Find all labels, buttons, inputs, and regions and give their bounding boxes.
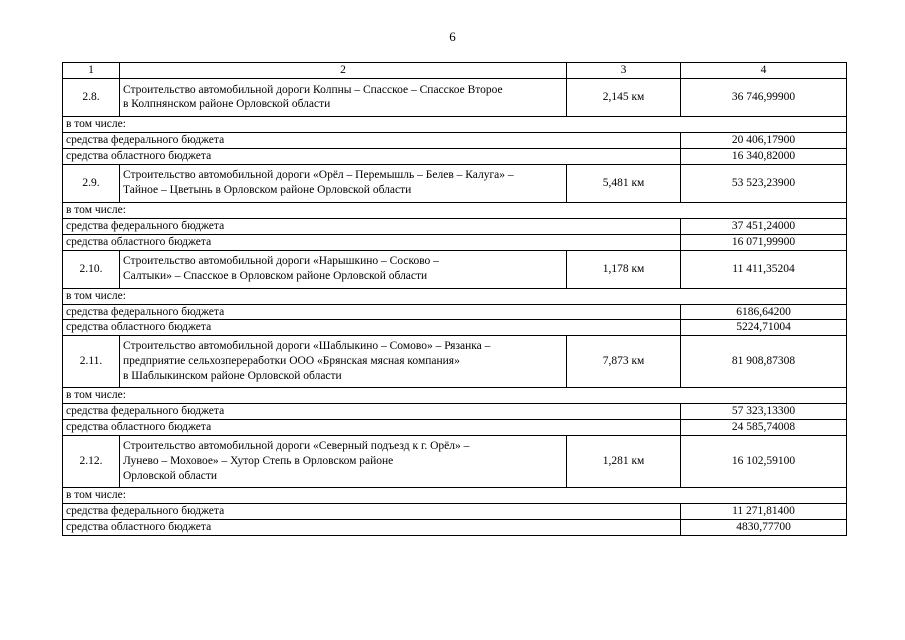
fund-label: средства федерального бюджета xyxy=(63,132,681,148)
fund-label: средства федерального бюджета xyxy=(63,304,681,320)
fund-row xyxy=(63,520,847,536)
description-line: Строительство автомобильной дороги «Шаблыкино – Сомово» – Рязанка – xyxy=(123,340,491,353)
description-line: Орловской области xyxy=(123,470,218,483)
fund-label: средства областного бюджета xyxy=(63,420,681,436)
page-number: 6 xyxy=(449,29,456,44)
fund-label: средства областного бюджета xyxy=(63,234,681,250)
note-row xyxy=(63,202,847,218)
fund-amount: 16 071,99900 xyxy=(681,234,847,250)
item-amount: 36 746,99900 xyxy=(681,78,847,116)
fund-label: средства областного бюджета xyxy=(63,148,681,164)
description-line: Салтыки» – Спасское в Орловском районе Орловской области xyxy=(123,270,428,283)
item-number: 2.9. xyxy=(63,164,120,202)
item-row xyxy=(63,164,847,202)
fund-row xyxy=(63,234,847,250)
description-line: в Шаблыкинском районе Орловской области xyxy=(123,370,342,383)
item-amount: 11 411,35204 xyxy=(681,250,847,288)
fund-label: средства федерального бюджета xyxy=(63,504,681,520)
fund-amount: 37 451,24000 xyxy=(681,218,847,234)
note-text: в том числе: xyxy=(63,288,847,304)
fund-label: средства областного бюджета xyxy=(63,520,681,536)
fund-label: средства федерального бюджета xyxy=(63,404,681,420)
fund-row xyxy=(63,304,847,320)
note-row xyxy=(63,488,847,504)
description-line: Строительство автомобильной дороги «Орёл – Перемышль – Белев – Калуга» – xyxy=(123,169,514,182)
item-number: 2.11. xyxy=(63,336,120,388)
fund-row xyxy=(63,148,847,164)
fund-row xyxy=(63,420,847,436)
fund-amount: 5224,71004 xyxy=(681,320,847,336)
budget-table-body xyxy=(63,63,847,536)
description-line: Строительство автомобильной дороги «Северный подъезд к г. Орёл» – xyxy=(123,440,470,453)
fund-amount: 11 271,81400 xyxy=(681,504,847,520)
fund-row xyxy=(63,404,847,420)
item-row xyxy=(63,250,847,288)
item-description xyxy=(120,250,567,288)
fund-row xyxy=(63,218,847,234)
note-text: в том числе: xyxy=(63,202,847,218)
item-description xyxy=(120,436,567,488)
description-line: Тайное – Цветынь в Орловском районе Орловской области xyxy=(123,184,412,197)
item-length: 5,481 км xyxy=(567,164,681,202)
header-cell: 1 xyxy=(63,63,120,79)
fund-amount: 20 406,17900 xyxy=(681,132,847,148)
description-line: Лунево – Моховое» – Хутор Степь в Орловском районе xyxy=(123,455,394,468)
header-cell: 4 xyxy=(681,63,847,79)
item-description xyxy=(120,164,567,202)
item-row xyxy=(63,436,847,488)
fund-row xyxy=(63,504,847,520)
item-number: 2.10. xyxy=(63,250,120,288)
item-length: 2,145 км xyxy=(567,78,681,116)
description-line: предприятие сельхозпереработки ООО «Брянская мясная компания» xyxy=(123,355,460,368)
item-length: 1,281 км xyxy=(567,436,681,488)
fund-label: средства областного бюджета xyxy=(63,320,681,336)
note-row xyxy=(63,116,847,132)
fund-amount: 57 323,13300 xyxy=(681,404,847,420)
item-amount: 16 102,59100 xyxy=(681,436,847,488)
header-cell: 3 xyxy=(567,63,681,79)
fund-label: средства федерального бюджета xyxy=(63,218,681,234)
note-text: в том числе: xyxy=(63,388,847,404)
header-row xyxy=(63,63,847,79)
fund-amount: 4830,77700 xyxy=(681,520,847,536)
description-line: Строительство автомобильной дороги Колпны – Спасское – Спасское Второе xyxy=(123,83,503,96)
fund-row xyxy=(63,320,847,336)
item-number: 2.12. xyxy=(63,436,120,488)
fund-amount: 6186,64200 xyxy=(681,304,847,320)
budget-table xyxy=(62,62,847,536)
note-text: в том числе: xyxy=(63,488,847,504)
item-length: 7,873 км xyxy=(567,336,681,388)
item-amount: 53 523,23900 xyxy=(681,164,847,202)
fund-row xyxy=(63,132,847,148)
item-number: 2.8. xyxy=(63,78,120,116)
item-description xyxy=(120,78,567,116)
item-row xyxy=(63,78,847,116)
item-description xyxy=(120,336,567,388)
note-text: в том числе: xyxy=(63,116,847,132)
item-amount: 81 908,87308 xyxy=(681,336,847,388)
fund-amount: 16 340,82000 xyxy=(681,148,847,164)
item-length: 1,178 км xyxy=(567,250,681,288)
description-line: Строительство автомобильной дороги «Нарышкино – Сосково – xyxy=(123,255,439,268)
fund-amount: 24 585,74008 xyxy=(681,420,847,436)
header-cell: 2 xyxy=(120,63,567,79)
item-row xyxy=(63,336,847,388)
note-row xyxy=(63,388,847,404)
note-row xyxy=(63,288,847,304)
description-line: в Колпнянском районе Орловской области xyxy=(123,98,331,111)
